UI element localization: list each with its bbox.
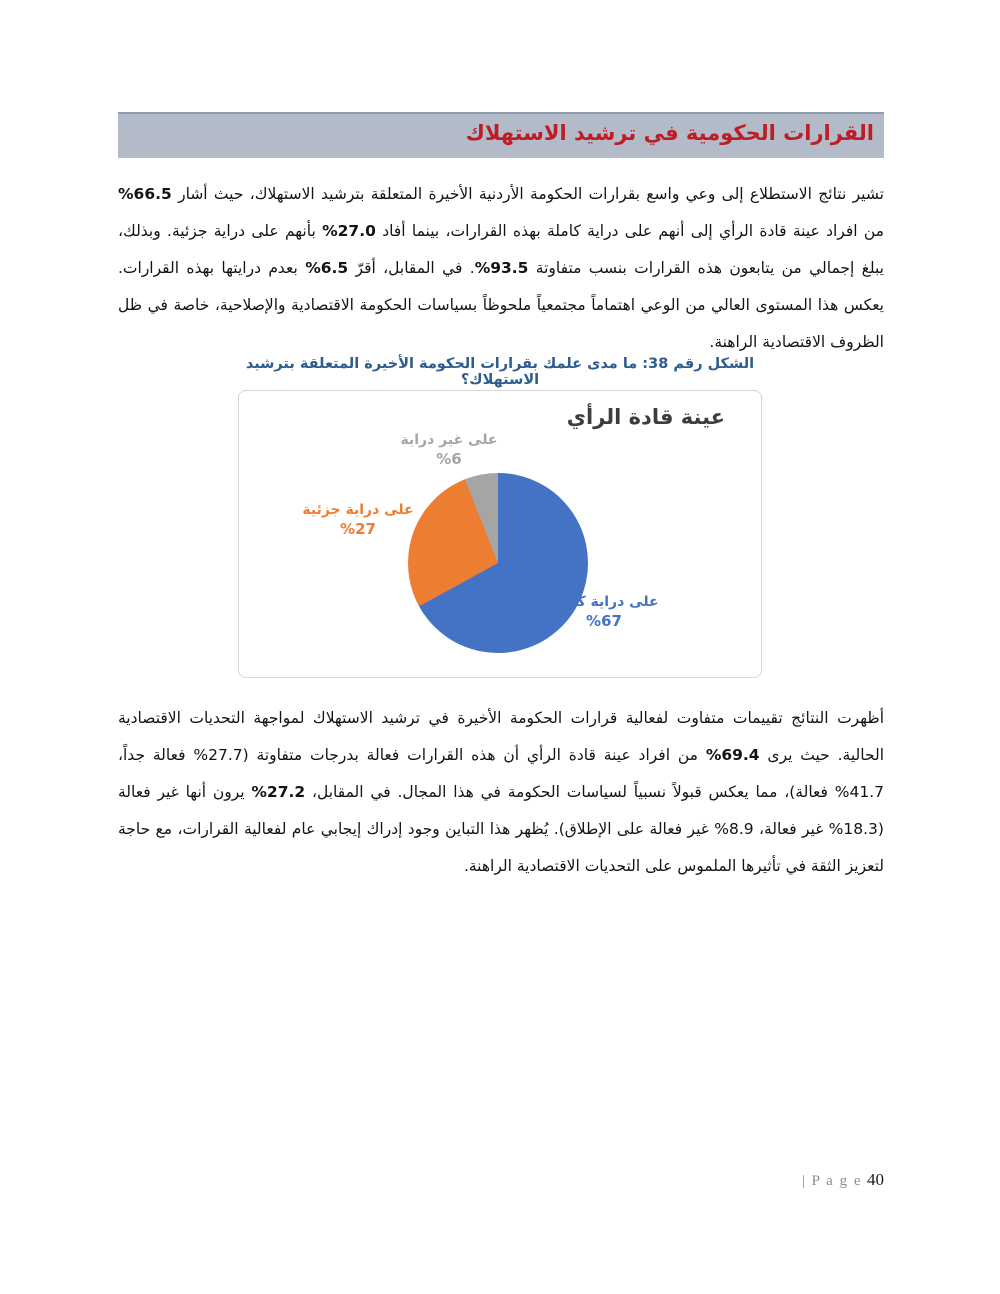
statistic-value: 69.4% — [705, 746, 760, 764]
section-title: القرارات الحكومية في ترشيد الاستهلاك — [465, 121, 874, 145]
pie-label-value: %6 — [436, 450, 462, 468]
pie-chart-figure — [238, 390, 762, 678]
body-text: يرون أنها غير فعالة (18.3% غير فعالة، 8.9% غير فعالة على الإطلاق). يُظهر هذا التباين وجود إدراك إيجابي عام لفعالية القرارات، مع حاجة لتعزيز الثقة في تأثيرها الملموس على التحديات الاقتصادية الراهنة. — [118, 783, 884, 875]
chart-title: عينة قادة الرأي — [566, 405, 725, 429]
paragraph-effectiveness — [118, 700, 884, 885]
body-text: بعدم درايتها بهذه القرارات. يعكس هذا المستوى العالي من الوعي اهتماماً مجتمعياً ملحوظاً بسياسات الحكومة الاقتصادية والإصلاحية، خاصة في ظل الظروف الاقتصادية الراهنة. — [118, 259, 884, 351]
figure-caption: الشكل رقم 38: ما مدى علمك بقرارات الحكومة الأخيرة المتعلقة بترشيد الاستهلاك؟ — [245, 356, 755, 388]
body-text: بأنهم على دراية جزئية. وبذلك، يبلغ إجمالي من يتابعون هذه القرارات بنسب متفاوتة — [118, 222, 884, 277]
page-label: | P a g e — [801, 1173, 862, 1189]
pie-label-value: %27 — [340, 520, 376, 538]
body-text: أظهرت النتائج تقييمات متفاوت لفعالية قرارات الحكومة الأخيرة في ترشيد الاستهلاك لمواجهة التحديات الاقتصادية الحالية. حيث يرى — [118, 709, 884, 764]
page-number: 40 — [867, 1170, 884, 1189]
statistic-value: 93.5% — [474, 259, 529, 277]
pie-label-text: على دراية جزئية — [302, 502, 414, 518]
statistic-value: 27.2% — [251, 783, 306, 801]
body-text: تشير نتائج الاستطلاع إلى وعي واسع بقرارات الحكومة الأردنية الأخيرة المتعلقة بترشيد الاستهلاك، حيث أشار — [171, 185, 884, 203]
paragraph-awareness — [118, 176, 884, 361]
body-text: من افراد عينة قادة الرأي إلى أنهم على دراية كاملة بهذه القرارات، بينما أفاد — [375, 222, 884, 240]
statistic-value: 6.5% — [305, 259, 349, 277]
pie-label-partial-knowledge — [273, 501, 443, 539]
statistic-value: 27.0% — [322, 222, 376, 240]
body-text: من افراد عينة قادة الرأي أن هذه القرارات فعالة بدرجات متفاوتة (27.7% فعالة جداً، 41.7% فعالة)، مما يعكس قبولاً نسبياً لسياسات الحكومة في هذا المجال. في المقابل، — [118, 746, 884, 801]
pie-label-text: على غير دراية — [400, 432, 498, 448]
pie-label-full-knowledge — [519, 593, 689, 631]
pie-label-value: %67 — [586, 612, 622, 630]
body-text: . في المقابل، أقرّ — [348, 259, 475, 277]
pie-label-text: على دراية كاملة — [549, 594, 659, 610]
page-footer — [118, 1170, 884, 1190]
section-header-bar — [118, 112, 884, 158]
statistic-value: 66.5% — [118, 185, 172, 203]
pie-label-unaware — [364, 431, 534, 469]
